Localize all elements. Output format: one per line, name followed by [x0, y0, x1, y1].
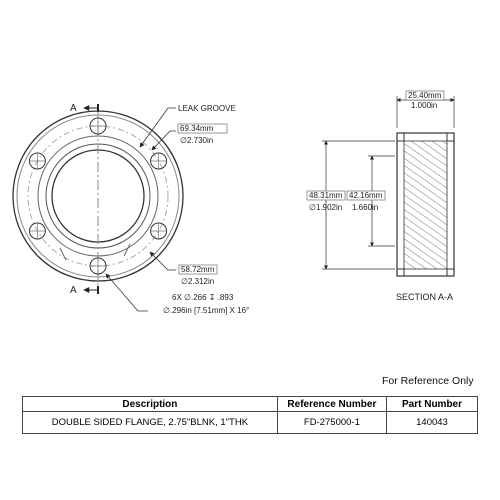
od-mm: 48.31mm	[309, 191, 343, 200]
cell-reference-number: FD-275000-1	[277, 412, 386, 434]
id-dimension	[368, 156, 395, 246]
header-reference-number: Reference Number	[277, 397, 386, 412]
section-view	[397, 133, 454, 276]
bolt-holes	[29, 118, 166, 274]
table-header-row	[23, 397, 478, 412]
cell-part-number: 140043	[386, 412, 477, 434]
id-in: 1.660in	[352, 203, 379, 212]
groove-dia-in: ∅2.312in	[181, 277, 215, 286]
section-mark-top: A	[70, 103, 77, 114]
id-mm: 42.16mm	[349, 191, 383, 200]
section-caption: SECTION A-A	[396, 292, 454, 302]
parts-table	[22, 396, 478, 434]
section-hatch	[404, 141, 447, 269]
bolt-circle-mm: 69.34mm	[180, 124, 214, 133]
leak-groove-label: LEAK GROOVE	[178, 104, 236, 113]
thickness-in: 1.000in	[411, 101, 438, 110]
section-mark-bottom: A	[70, 285, 77, 296]
bolt-hole-crosshairs	[29, 118, 166, 274]
hole-callout-line1: 6X ∅.266 ↧ .893	[172, 293, 234, 302]
header-part-number: Part Number	[386, 397, 477, 412]
cell-description: DOUBLE SIDED FLANGE, 2.75"BLNK, 1"THK	[23, 412, 278, 434]
header-description: Description	[23, 397, 278, 412]
bolt-circle-in: ∅2.730in	[180, 136, 214, 145]
front-view	[13, 108, 183, 290]
od-in: ∅1.902in	[309, 203, 343, 212]
groove-dia-mm: 58.72mm	[181, 265, 215, 274]
table-row	[23, 412, 478, 434]
knife-edge-circle	[46, 144, 150, 248]
hole-callout-line2: ∅.296in [7.51mm] X 16°	[163, 306, 250, 315]
reference-note: For Reference Only	[382, 375, 474, 387]
thickness-mm: 25.40mm	[408, 91, 442, 100]
